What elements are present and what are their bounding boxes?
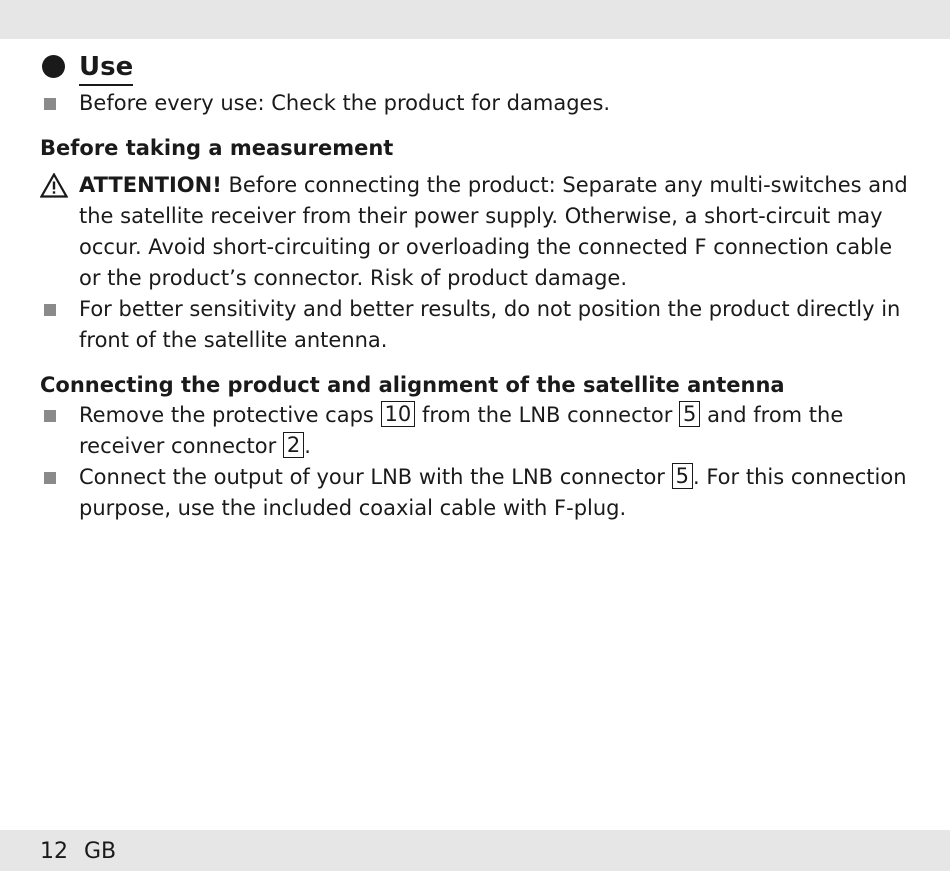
part-reference-number: 5 (672, 463, 693, 489)
page-footer (40, 837, 116, 867)
subheading-before-measurement: Before taking a measurement (40, 136, 394, 160)
warning-triangle-icon (40, 173, 68, 198)
square-bullet-icon (44, 304, 56, 316)
page-number: 12 (40, 839, 68, 864)
list-item-check-damages (40, 88, 910, 119)
text-fragment: . For this connection purpose, use the included coaxial cable with F-plug. (79, 465, 907, 520)
subheading-connecting: Connecting the product and alignment of the satellite antenna (40, 373, 785, 397)
part-reference-number: 10 (381, 401, 416, 427)
square-bullet-icon (44, 472, 56, 484)
text-fragment: . (304, 434, 311, 458)
attention-note (40, 170, 910, 294)
footer-band (0, 830, 950, 871)
text-fragment: from the LNB connector (415, 403, 680, 427)
list-item-remove-caps (40, 400, 910, 462)
section-heading (40, 50, 910, 86)
list-item-connect-lnb (40, 462, 910, 524)
attention-label: ATTENTION! (79, 173, 222, 197)
square-bullet-icon (44, 98, 56, 110)
square-bullet-icon (44, 410, 56, 422)
text-fragment: Remove the protective caps (79, 403, 381, 427)
list-item-sensitivity-tip (40, 294, 910, 356)
text-fragment: and from the receiver connector (79, 403, 844, 458)
language-code: GB (84, 839, 117, 864)
section-title: Use (79, 50, 133, 86)
list-item-text: Before every use: Check the product for damages. (79, 91, 611, 115)
part-reference-number: 2 (283, 432, 304, 458)
part-reference-number: 5 (679, 401, 700, 427)
filled-circle-icon (42, 55, 65, 78)
attention-text: Before connecting the product: Separate any multi-switches and the satellite receiver from their power supply. Otherwise, a short-circuit may occur. Avoid short-circuiting or overloading the connected F connection cable or the product’s connector. Risk of product damage. (79, 173, 908, 290)
manual-page-content (40, 50, 910, 524)
header-band (0, 0, 950, 39)
list-item-text: For better sensitivity and better results, do not position the product directly in front of the satellite antenna. (79, 297, 901, 352)
text-fragment: Connect the output of your LNB with the LNB connector (79, 465, 672, 489)
